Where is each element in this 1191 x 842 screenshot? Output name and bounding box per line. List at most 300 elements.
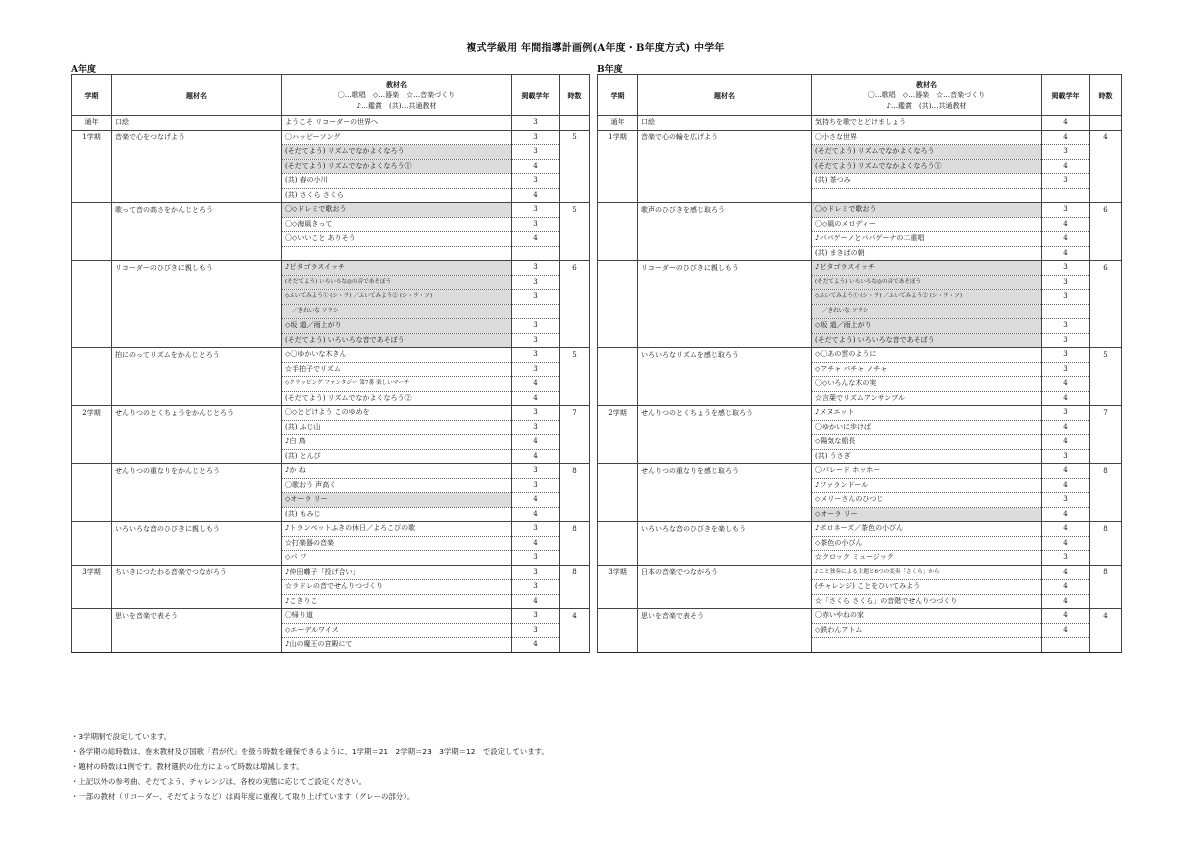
footnote: ・一部の教材（リコーダー、そだてようなど）は両年度に重複して取り上げています（グレーの部分）。 (71, 792, 415, 801)
footnote: ・題材の時数は1例です。教材選択の仕方によって時数は増減します。 (71, 762, 304, 771)
term-cell (598, 551, 638, 566)
topic-cell: 歌声のひびきを感じ取ろう (638, 203, 812, 218)
table-row (598, 304, 1122, 319)
material-cell: (そだてよう) リズムでなかよくなろう (812, 145, 1042, 160)
topic-cell (112, 145, 282, 160)
term-cell (598, 594, 638, 609)
term-cell (598, 159, 638, 174)
topic-cell (112, 435, 282, 450)
grade-cell: 4 (512, 232, 560, 247)
table-row (72, 406, 590, 421)
topic-cell (112, 362, 282, 377)
table-row (72, 145, 590, 160)
topic-cell (638, 304, 812, 319)
table-row (72, 478, 590, 493)
topic-cell (112, 232, 282, 247)
grade-cell: 4 (1042, 377, 1090, 392)
material-cell: 〇帰り道 (282, 609, 512, 624)
hours-cell (1090, 333, 1122, 348)
grade-cell: 3 (1042, 449, 1090, 464)
term-cell: 1学期 (72, 130, 112, 145)
material-cell: ♪トランペットふきの休日／よろこびの歌 (282, 522, 512, 537)
grade-cell: 3 (512, 478, 560, 493)
material-cell: (そだてよう) いろいろな音であそぼう (812, 333, 1042, 348)
topic-cell: 音楽で心をつなげよう (112, 130, 282, 145)
material-cell: ♪山の魔王の宮殿にて (282, 638, 512, 653)
table-row (72, 246, 590, 261)
term-cell (72, 290, 112, 305)
grade-cell: 4 (1042, 391, 1090, 406)
term-cell (598, 507, 638, 522)
topic-cell (112, 478, 282, 493)
hours-cell (560, 362, 590, 377)
topic-cell (638, 478, 812, 493)
table-row (598, 319, 1122, 334)
table-row (598, 493, 1122, 508)
material-cell: 〇◇ドレミで歌おう (282, 203, 512, 218)
hours-cell (1090, 290, 1122, 305)
material-cell: (共) うさぎ (812, 449, 1042, 464)
topic-cell (112, 594, 282, 609)
material-cell: ◇メリーさんのひつじ (812, 493, 1042, 508)
topic-cell: いろいろな音のひびきを楽しもう (638, 522, 812, 537)
term-cell: 3学期 (598, 565, 638, 580)
material-cell: ♪こと独奏による主題と6つの変奏「さくら」から (812, 565, 1042, 580)
grade-cell: 4 (512, 435, 560, 450)
material-cell: ♪か ね (282, 464, 512, 479)
term-cell (598, 580, 638, 595)
material-cell: (共) 春の小川 (282, 174, 512, 189)
hours-cell (560, 435, 590, 450)
term-cell (598, 493, 638, 508)
term-cell (72, 188, 112, 203)
hours-cell: 6 (1090, 261, 1122, 276)
table-row (72, 333, 590, 348)
topic-cell (638, 174, 812, 189)
topic-cell (638, 232, 812, 247)
table-row (72, 449, 590, 464)
grade-cell: 4 (1042, 580, 1090, 595)
term-cell (72, 609, 112, 624)
table-row (72, 203, 590, 218)
grade-cell: 4 (512, 188, 560, 203)
material-cell: 〇◇いいこと ありそう (282, 232, 512, 247)
table-row (598, 159, 1122, 174)
table-row (598, 580, 1122, 595)
hours-cell (560, 116, 590, 131)
material-cell: (共) もみじ (282, 507, 512, 522)
grade-cell: 4 (512, 449, 560, 464)
table-row (598, 464, 1122, 479)
topic-cell (638, 377, 812, 392)
table-row (598, 565, 1122, 580)
hours-cell (560, 580, 590, 595)
term-cell (72, 391, 112, 406)
topic-cell (638, 246, 812, 261)
footnote: ・各学期の総時数は、巻末教材及び国歌「君が代」を扱う時数を確保できるように、1学期＝21 2学期＝23 3学期＝12 で設定しています。 (71, 747, 549, 756)
table-row (598, 551, 1122, 566)
grade-cell: 3 (512, 174, 560, 189)
topic-cell (112, 377, 282, 392)
year-a-plan-table (71, 74, 590, 653)
hours-cell (1090, 377, 1122, 392)
material-cell: (そだてよう) リズムでなかよくなろう② (282, 391, 512, 406)
term-cell (598, 391, 638, 406)
topic-cell: リコーダーのひびきに親しもう (638, 261, 812, 276)
grade-cell: 3 (512, 565, 560, 580)
hours-cell: 5 (560, 130, 590, 145)
grade-header: 掲載学年 (512, 75, 560, 116)
footnote: ・3学期制で設定しています。 (71, 732, 172, 741)
material-legend-line-2: ♪…鑑賞 (共)…共通教材 (886, 101, 967, 110)
grade-cell (1042, 638, 1090, 653)
table-row (598, 290, 1122, 305)
term-cell (72, 217, 112, 232)
term-cell (598, 609, 638, 624)
material-cell: ♪ピタゴラスイッチ (282, 261, 512, 276)
material-cell: (そだてよう) いろいろな◎の音であそぼう (282, 275, 512, 290)
material-cell: ♪パパゲーノとパパゲーナの二重唱 (812, 232, 1042, 247)
table-header-row (598, 75, 1122, 116)
hours-cell (1090, 493, 1122, 508)
topic-cell (638, 580, 812, 595)
table-row (598, 420, 1122, 435)
grade-cell: 4 (1042, 507, 1090, 522)
term-cell (72, 319, 112, 334)
topic-cell (638, 145, 812, 160)
grade-cell: 4 (1042, 435, 1090, 450)
grade-cell: 4 (1042, 536, 1090, 551)
material-cell: 〇小さな世界 (812, 130, 1042, 145)
term-cell (598, 362, 638, 377)
term-cell (598, 348, 638, 363)
hours-cell (560, 377, 590, 392)
topic-cell: せんりつの重なりを感じ取ろう (638, 464, 812, 479)
topic-cell (112, 493, 282, 508)
table-row (72, 536, 590, 551)
topic-cell (638, 275, 812, 290)
hours-cell (1090, 319, 1122, 334)
table-row (72, 275, 590, 290)
hours-cell (1090, 145, 1122, 160)
hours-cell (1090, 551, 1122, 566)
hours-cell (560, 217, 590, 232)
material-cell: 〇ハッピーソング (282, 130, 512, 145)
year-b-plan-table (597, 74, 1122, 653)
material-legend-line-2: ♪…鑑賞 (共)…共通教材 (356, 101, 437, 110)
material-cell: ◇オーラ リー (812, 507, 1042, 522)
grade-cell: 3 (512, 609, 560, 624)
term-cell (598, 623, 638, 638)
material-cell: (そだてよう) リズムでなかよくなろう (282, 145, 512, 160)
grade-cell: 3 (512, 333, 560, 348)
topic-cell (638, 319, 812, 334)
grade-cell: 4 (1042, 623, 1090, 638)
grade-cell: 3 (512, 203, 560, 218)
topic-cell: 日本の音楽でつながろう (638, 565, 812, 580)
grade-cell: 3 (512, 145, 560, 160)
term-cell (598, 464, 638, 479)
hours-cell: 7 (560, 406, 590, 421)
hours-cell (1090, 217, 1122, 232)
topic-cell (112, 623, 282, 638)
hours-cell (560, 536, 590, 551)
topic-cell (112, 290, 282, 305)
topic-cell: いろいろな音のひびきに親しもう (112, 522, 282, 537)
material-cell: (チャレンジ) ことをひいてみよう (812, 580, 1042, 595)
material-cell: ◇アチャ パチャ ノチャ (812, 362, 1042, 377)
grade-cell: 3 (1042, 261, 1090, 276)
hours-cell (560, 246, 590, 261)
term-cell (598, 377, 638, 392)
grade-cell: 4 (512, 391, 560, 406)
grade-cell: 3 (1042, 362, 1090, 377)
topic-header: 題材名 (112, 75, 282, 116)
material-cell: 〇◇とどけよう このゆめを (282, 406, 512, 421)
hours-cell (560, 159, 590, 174)
hours-cell (1090, 304, 1122, 319)
term-cell: 通年 (598, 116, 638, 131)
term-cell (72, 507, 112, 522)
grade-cell: 3 (1042, 145, 1090, 160)
term-cell (598, 435, 638, 450)
material-cell: ◇〇あの雲のように (812, 348, 1042, 363)
grade-cell: 3 (1042, 290, 1090, 305)
material-cell: (そだてよう) リズムでなかよくなろう① (812, 159, 1042, 174)
material-cell: (そだてよう) リズムでなかよくなろう① (282, 159, 512, 174)
topic-cell (638, 594, 812, 609)
hours-cell (560, 478, 590, 493)
table-row (72, 435, 590, 450)
topic-cell (638, 551, 812, 566)
material-cell: ♪ポロネーズ／茶色の小びん (812, 522, 1042, 537)
table-row (598, 203, 1122, 218)
term-cell (72, 304, 112, 319)
topic-cell (112, 580, 282, 595)
topic-cell: せんりつのとくちょうをかんじとろう (112, 406, 282, 421)
term-cell (598, 203, 638, 218)
hours-cell (1090, 362, 1122, 377)
table-row (598, 391, 1122, 406)
topic-cell (638, 536, 812, 551)
term-cell (598, 188, 638, 203)
topic-cell (638, 623, 812, 638)
grade-cell: 3 (512, 580, 560, 595)
hours-cell (1090, 232, 1122, 247)
table-row (598, 435, 1122, 450)
table-row (72, 565, 590, 580)
material-cell: ☆「さくら さくら」の音階でせんりつづくり (812, 594, 1042, 609)
hours-cell: 6 (560, 261, 590, 276)
table-row (72, 232, 590, 247)
topic-cell (112, 551, 282, 566)
table-row (72, 507, 590, 522)
grade-cell: 3 (512, 319, 560, 334)
topic-cell: 思いを音楽で表そう (638, 609, 812, 624)
hours-cell (1090, 116, 1122, 131)
grade-cell: 4 (1042, 232, 1090, 247)
topic-cell: リコーダーのひびきに親しもう (112, 261, 282, 276)
grade-cell: 3 (512, 362, 560, 377)
hours-cell (1090, 246, 1122, 261)
material-cell (812, 188, 1042, 203)
material-cell: ◇パ フ (282, 551, 512, 566)
hours-cell: 8 (1090, 522, 1122, 537)
table-row (72, 188, 590, 203)
term-cell (598, 333, 638, 348)
term-cell (72, 174, 112, 189)
grade-cell: 4 (1042, 565, 1090, 580)
material-header (282, 75, 512, 116)
table-row (598, 478, 1122, 493)
material-cell: ◇坂 道／雨上がり (282, 319, 512, 334)
table-row (72, 580, 590, 595)
material-cell: (共) とんび (282, 449, 512, 464)
table-row (72, 522, 590, 537)
term-cell (598, 319, 638, 334)
hours-cell (560, 420, 590, 435)
term-header: 学期 (598, 75, 638, 116)
topic-cell (112, 174, 282, 189)
topic-cell (112, 449, 282, 464)
term-cell (72, 261, 112, 276)
table-row (598, 594, 1122, 609)
term-cell (598, 217, 638, 232)
table-row (72, 464, 590, 479)
grade-cell: 4 (1042, 478, 1090, 493)
material-cell: ようこそ リコーダーの世界へ (282, 116, 512, 131)
year-a-label: A年度 (71, 65, 96, 75)
material-cell: ◇陽気な船長 (812, 435, 1042, 450)
grade-cell: 4 (1042, 420, 1090, 435)
topic-cell (112, 420, 282, 435)
material-cell (282, 246, 512, 261)
material-cell: ／きれいな ソラシ (812, 304, 1042, 319)
grade-cell: 4 (1042, 217, 1090, 232)
table-row (72, 159, 590, 174)
table-row (598, 333, 1122, 348)
table-row (598, 174, 1122, 189)
hours-cell (1090, 594, 1122, 609)
table-row (598, 449, 1122, 464)
grade-cell: 3 (1042, 333, 1090, 348)
term-cell (598, 232, 638, 247)
term-cell (72, 203, 112, 218)
hours-cell: 8 (560, 565, 590, 580)
term-cell (598, 174, 638, 189)
hours-cell (1090, 275, 1122, 290)
grade-cell: 4 (512, 638, 560, 653)
table-row (598, 217, 1122, 232)
table-row (72, 304, 590, 319)
material-cell: 気持ちを歌でとどけましょう (812, 116, 1042, 131)
hours-cell (560, 507, 590, 522)
topic-cell: いろいろなリズムを感じ取ろう (638, 348, 812, 363)
term-cell (72, 493, 112, 508)
table-row (598, 188, 1122, 203)
grade-cell: 4 (512, 594, 560, 609)
topic-cell: 思いを音楽で表そう (112, 609, 282, 624)
hours-cell (560, 232, 590, 247)
term-cell (72, 348, 112, 363)
term-cell (598, 449, 638, 464)
topic-cell (112, 536, 282, 551)
term-cell (72, 594, 112, 609)
topic-cell: 口絵 (638, 116, 812, 131)
hours-cell (560, 290, 590, 305)
material-cell: ◇ふいてみよう① (シ・ラ) ／ふいてみよう② (シ・ラ・ソ) (282, 290, 512, 305)
topic-cell: 拍にのってリズムをかんじとろう (112, 348, 282, 363)
grade-cell: 3 (1042, 319, 1090, 334)
topic-cell (638, 391, 812, 406)
hours-cell: 8 (560, 522, 590, 537)
material-cell: ☆打楽器の音楽 (282, 536, 512, 551)
grade-cell (1042, 304, 1090, 319)
table-row (72, 377, 590, 392)
grade-cell: 3 (512, 348, 560, 363)
topic-cell (112, 159, 282, 174)
term-cell (72, 638, 112, 653)
hours-cell (1090, 435, 1122, 450)
grade-cell: 3 (512, 623, 560, 638)
table-row (72, 130, 590, 145)
table-row (72, 348, 590, 363)
grade-cell: 3 (512, 522, 560, 537)
hours-cell: 8 (1090, 464, 1122, 479)
table-row (72, 609, 590, 624)
material-cell: ☆クロック ミュージック (812, 551, 1042, 566)
topic-cell (112, 275, 282, 290)
term-cell (72, 362, 112, 377)
hours-cell: 4 (1090, 130, 1122, 145)
material-cell: 〇◇風のメロディー (812, 217, 1042, 232)
grade-cell: 4 (1042, 246, 1090, 261)
grade-cell: 4 (512, 493, 560, 508)
term-cell: 2学期 (72, 406, 112, 421)
material-cell (812, 638, 1042, 653)
grade-cell: 3 (512, 551, 560, 566)
material-cell: 〇◇海風きって (282, 217, 512, 232)
grade-cell: 3 (1042, 348, 1090, 363)
term-cell (72, 449, 112, 464)
topic-cell (112, 188, 282, 203)
table-row (72, 174, 590, 189)
material-cell: 〇赤いやねの家 (812, 609, 1042, 624)
term-cell (598, 275, 638, 290)
material-cell: ◇茶色の小びん (812, 536, 1042, 551)
table-row (598, 377, 1122, 392)
term-cell (598, 304, 638, 319)
topic-cell (112, 304, 282, 319)
table-row (598, 348, 1122, 363)
topic-cell (638, 449, 812, 464)
hours-cell: 4 (560, 609, 590, 624)
hours-cell: 5 (1090, 348, 1122, 363)
table-row (598, 275, 1122, 290)
term-cell: 1学期 (598, 130, 638, 145)
topic-cell (638, 217, 812, 232)
table-row (598, 406, 1122, 421)
hours-cell (560, 275, 590, 290)
term-cell (72, 580, 112, 595)
grade-cell: 4 (512, 536, 560, 551)
material-cell: 〇◇ドレミで歌おう (812, 203, 1042, 218)
material-cell: 〇ゆかいに歩けば (812, 420, 1042, 435)
term-cell (598, 420, 638, 435)
material-cell: ◇オーラ リー (282, 493, 512, 508)
material-cell: ◇クラッピング ファンタジー 第7番 楽しいマーチ (282, 377, 512, 392)
grade-cell: 3 (512, 275, 560, 290)
